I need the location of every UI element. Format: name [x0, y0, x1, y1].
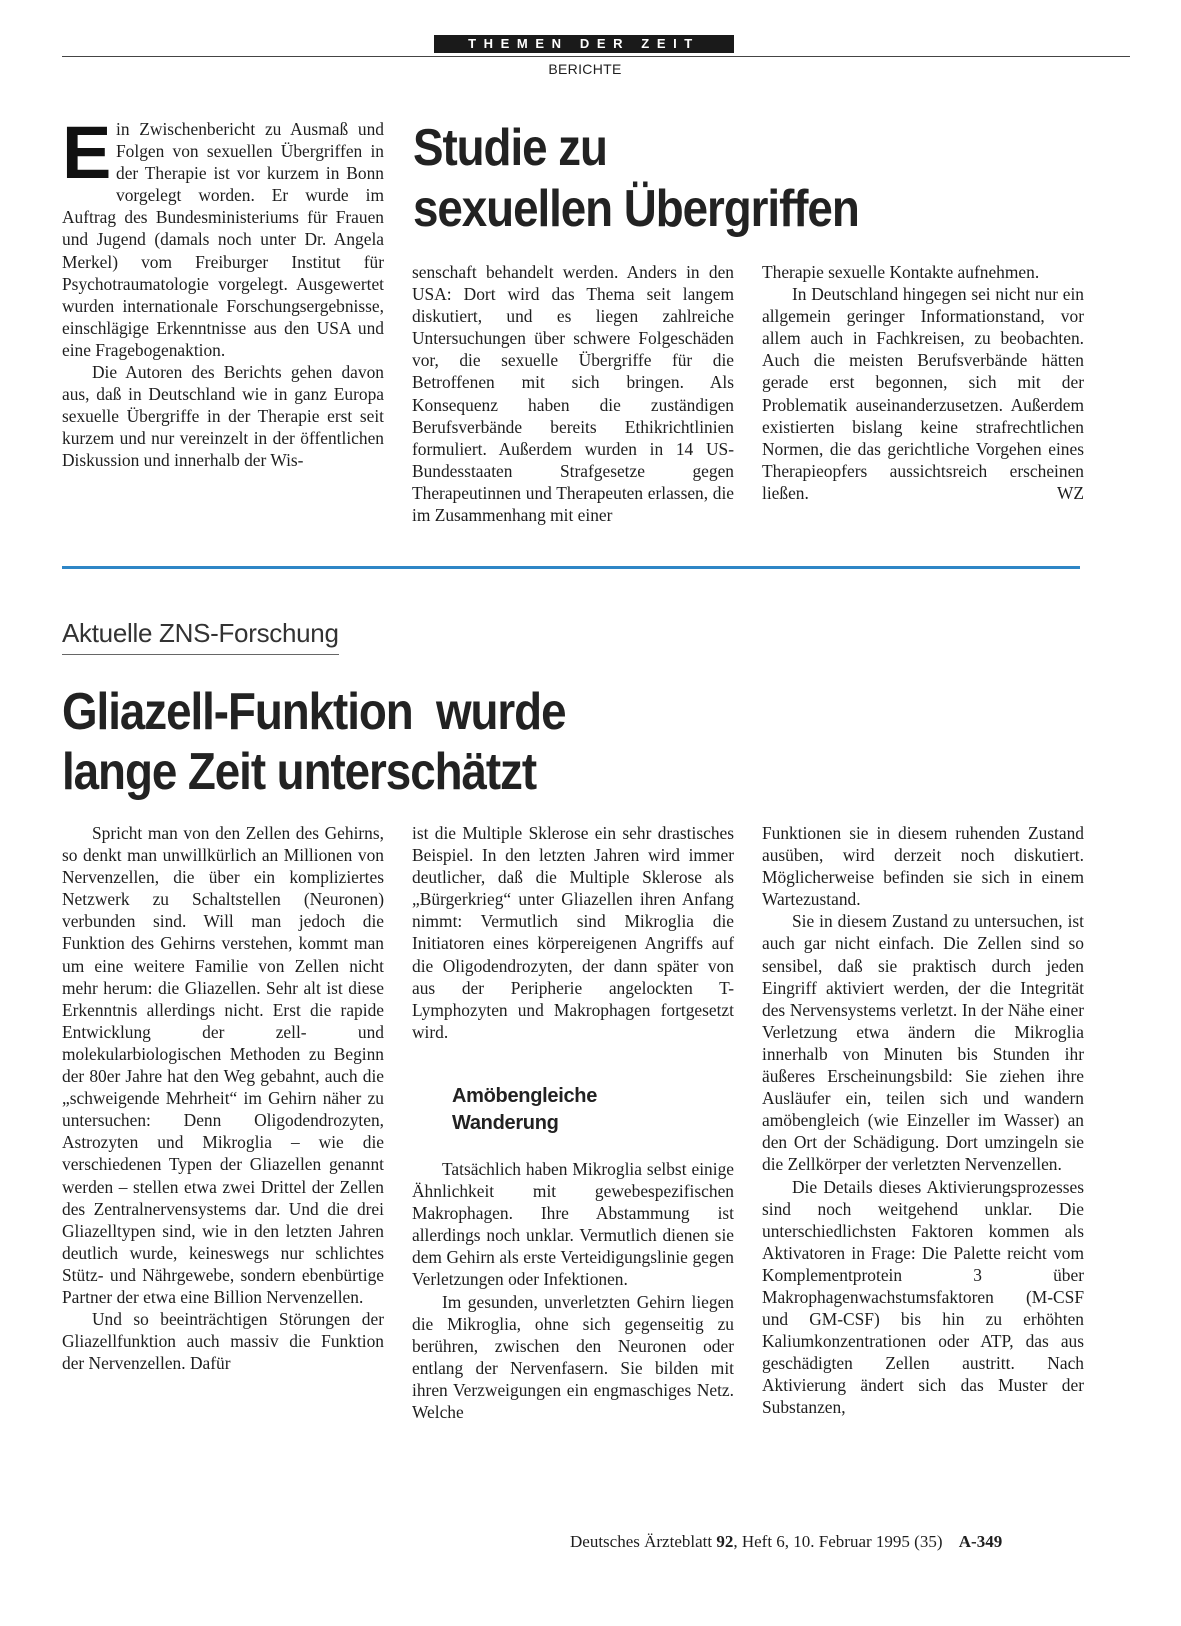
article1-headline: [413, 118, 976, 240]
headline-line: sexuellen Übergriffen: [413, 180, 859, 238]
subhead-line: Amöbengleiche: [452, 1084, 598, 1107]
subsection-label: BERICHTE: [548, 61, 622, 77]
dropcap: E: [62, 111, 112, 194]
article2-paragraph: Spricht man von den Zellen des Gehirns, so denkt man unwillkürlich an Millionen von Nervenzellen, die über ein kompliziertes Netzwerk zu Schaltstellen (Neuronen) verbunden sind. Will man jedoch die Funktion des Gehirns verstehen, kommt man um eine weitere Familie von Zellen nicht mehr herum: die Gliazellen. Sehr alt ist diese Erkenntnis allerdings nicht. Erst die rapide Entwicklung der zell- und molekularbiologischen Methoden zu Beginn der 80er Jahre hat den Weg gebahnt, auch die „schweigende Mehrheit“ im Gehirn näher zu untersuchen: Denn Oligodendrozyten, Astrozyten und Mikroglia – wie die verschiedenen Typen der Gliazellen genannt werden – stellen etwa zwei Drittel der Zellen des Zentralnervensystems dar. Und die drei Gliazelltypen sind, wie in den letzten Jahren deutlich wurde, keineswegs nur schlichtes Stütz- und Nährgewebe, sondern ebenbürtige Partner der etwa eine Billion Nervenzellen.: [62, 823, 384, 1307]
article1-column-1: [62, 111, 384, 472]
article2-kicker: Aktuelle ZNS-Forschung: [62, 618, 339, 655]
journal-name: Deutsches Ärzteblatt: [570, 1532, 713, 1551]
author-signature: WZ: [1056, 482, 1084, 503]
article2-headline: [62, 682, 731, 802]
article2-paragraph: ist die Multiple Sklerose ein sehr drastisches Beispiel. In den letzten Jahren wird immer deutlicher, daß die Multiple Sklerose als „Bürgerkrieg“ unter Gliazellen ihren Anfang nimmt: Vermutlich sind Mikroglia die Initiatoren eines körpereigenen Angriffs auf die Oligodendrozyten, der dann später von aus der Peripherie angelockten T-Lymphozyten und Makrophagen fortgesetzt wird.: [412, 823, 734, 1042]
article1-column-2: [412, 261, 734, 526]
article2-paragraph: Im gesunden, unverletzten Gehirn liegen die Mikroglia, ohne sich gegenseitig zu berühren, zwischen den Neuronen oder entlang der Nervenfasern. Sie bilden mit ihren Verzweigungen ein engmaschiges Netz. Welche: [412, 1291, 734, 1422]
article2-column-3: [762, 822, 1084, 1419]
article1-paragraph: Therapie sexuelle Kontakte aufnehmen.: [762, 262, 1040, 282]
article2-paragraph: Und so beeinträchtigen Störungen der Gliazellfunktion auch massiv die Funktion der Nervenzellen. Dafür: [62, 1309, 384, 1374]
issue-date: , Heft 6, 10. Februar 1995 (35): [733, 1532, 943, 1551]
article2-paragraph: Funktionen sie in diesem ruhenden Zustand ausüben, wird derzeit noch diskutiert. Möglicherweise befinden sie sich in einem Wartezustand.: [762, 823, 1084, 910]
article2-paragraph: Sie in diesem Zustand zu untersuchen, ist auch gar nicht einfach. Die Zellen sind so sensibel, daß sie praktisch durch jeden Eingriff aktiviert werden, der die Integrität des Nervensystems verletzt. In der Nähe einer Verletzung etwa ändern die Mikroglia innerhalb von Minuten bis Stunden ihr äußeres Erscheinungsbild: Sie ziehen ihre Ausläufer ein, teilen sich und wandern amöbengleich (wie Einzeller im Wasser) an den Ort der Schädigung. Dort umzingeln sie die Zellkörper der verletzten Nervenzellen.: [762, 911, 1084, 1175]
article1-paragraph: Die Autoren des Berichts gehen davon aus, daß in Deutschland wie in ganz Europa sexuelle Übergriffe in der Therapie erst seit kurzem und nur vereinzelt in der öffentlichen Diskussion und innerhalb der Wis-: [62, 362, 384, 471]
subhead-line: Wanderung: [452, 1111, 559, 1134]
article2-paragraph: Die Details dieses Aktivierungsprozesses sind noch weitgehend unklar. Die unterschiedlichsten Faktoren kommen als Aktivatoren in Frage: Die Palette reicht vom Komplementprotein 3 über Makrophagenwachstumsfaktoren (M-CSF und GM-CSF) bis hin zu erhöhten Kaliumkonzentrationen oder ATP, das aus geschädigten Zellen austritt. Nach Aktivierung ändert sich das Muster der Substanzen,: [762, 1176, 1084, 1418]
article2-column-2: [412, 822, 734, 1423]
headline-line: lange Zeit unterschätzt: [62, 743, 537, 801]
headline-line: Studie zu: [413, 119, 607, 177]
article1-column-3: [762, 261, 1084, 504]
header-rule: [62, 56, 1130, 57]
article1-paragraph: [762, 283, 1084, 504]
page-number: A-349: [958, 1532, 1003, 1551]
article1-text: In Deutschland hingegen sei nicht nur ein allgemein geringer Informationstand, vor allem auch in Fachkreisen, zu beobachten. Auch die meisten Berufsverbände hätten gerade erst begonnen, sich mit der Problematik auseinanderzusetzen. Außerdem existierten bislang keine strafrechtlichen Normen, die das gerichtliche Vorgehen eines Therapieopfers aussichtsreich erscheinen ließen.: [762, 284, 1084, 503]
headline-line: Gliazell-Funktion wurde: [62, 683, 566, 741]
page-footer: [570, 1532, 1002, 1552]
article1-text: in Zwischenbericht zu Ausmaß und Folgen von sexuellen Übergriffen in der Therapie ist vor kurzem in Bonn vorgelegt worden. Er wurde im Auftrag des Bundesministeriums für Frauen und Jugend (damals noch unter Dr. Angela Merkel) vom Freiburger Institut für Psychotraumatologie vorgelegt. Ausgewertet wurden internationale Forschungsergebnisse, einschlägige Erkenntnisse aus den USA und eine Fragebogenaktion.: [62, 119, 384, 360]
article2-column-1: [62, 822, 384, 1374]
journal-volume: 92: [716, 1532, 734, 1551]
article2-subhead: [452, 1083, 734, 1137]
article-divider: [62, 566, 1080, 569]
article2-paragraph: Tatsächlich haben Mikroglia selbst einige Ähnlichkeit mit gewebespezifischen Makrophagen. Ihre Abstammung ist allerdings noch unklar. Vermutlich dienen sie dem Gehirn als erste Verteidigungslinie gegen Verletzungen oder Infektionen.: [412, 1158, 734, 1290]
article1-paragraph: [62, 111, 384, 361]
section-band: THEMEN DER ZEIT: [434, 35, 734, 53]
article1-paragraph: senschaft behandelt werden. Anders in den USA: Dort wird das Thema seit langem diskutiert, und es liegen zahlreiche Untersuchungen über schwere Folgeschäden vor, die sexuelle Übergriffe für die Betroffenen mit sich bringen. Als Konsequenz haben die zuständigen Berufsverbände bereits Ethikrichtlinien formuliert. Außerdem wurden in 14 US-Bundesstaaten Strafgesetze gegen Therapeutinnen und Therapeuten erlassen, die im Zusammenhang mit einer: [412, 262, 734, 526]
